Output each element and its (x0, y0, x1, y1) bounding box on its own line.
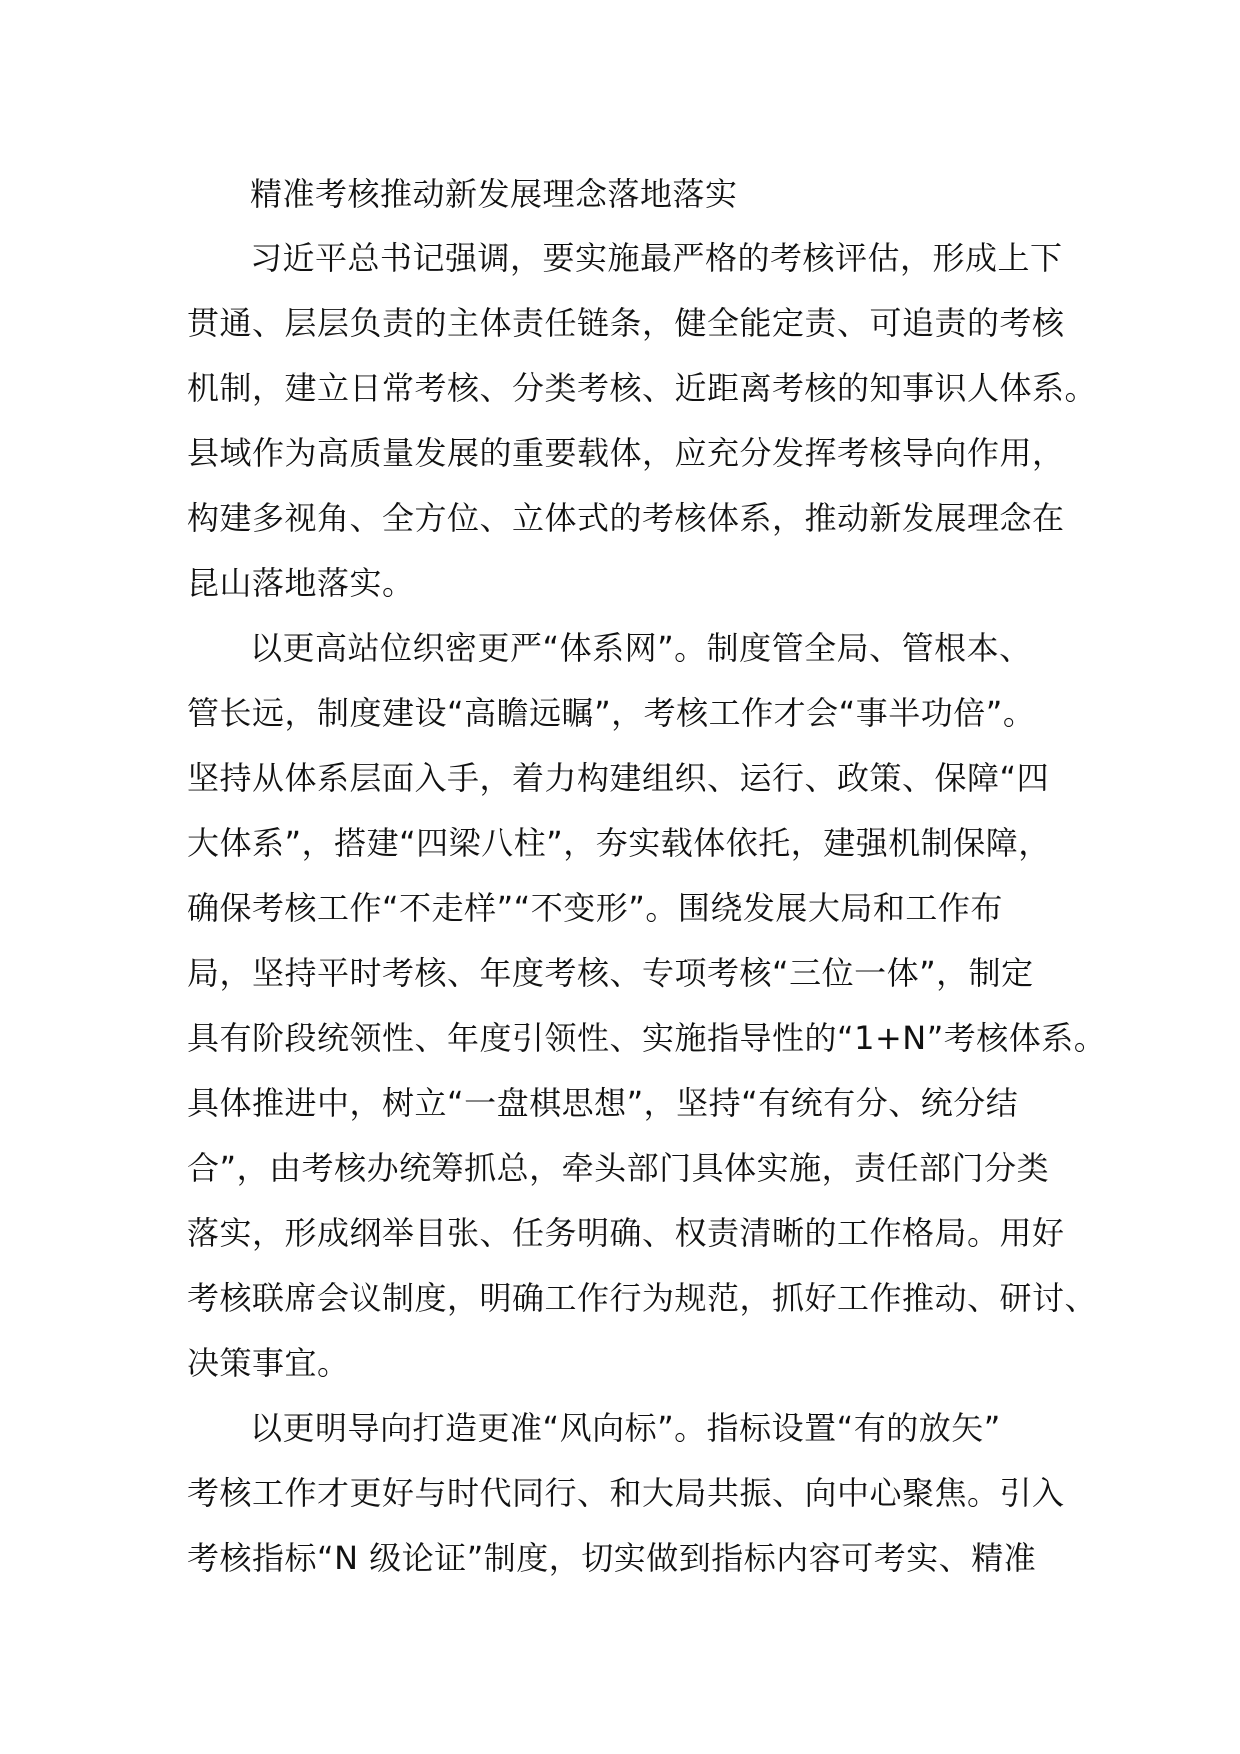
paragraph-2-line-12: 决策事宜。 (187, 1344, 350, 1382)
paragraph-3-line-1: 以更明导向打造更准“风向标”。指标设置“有的放矢” (250, 1409, 1001, 1447)
paragraph-2-line-2: 管长远，制度建设“高瞻远瞩”，考核工作才会“事半功倍”。 (187, 694, 1036, 732)
paragraph-2-line-11: 考核联席会议制度，明确工作行为规范，抓好工作推动、研讨、 (187, 1279, 1098, 1317)
paragraph-3-line-3: 考核指标“N 级论证”制度，切实做到指标内容可考实、精准 (187, 1539, 1037, 1577)
paragraph-2-line-1: 以更高站位织密更严“体系网”。制度管全局、管根本、 (250, 629, 1032, 667)
paragraph-1-line-1: 习近平总书记强调，要实施最严格的考核评估，形成上下 (250, 239, 1063, 277)
paragraph-1-line-6: 昆山落地落实。 (187, 564, 415, 602)
paragraph-1-line-3: 机制，建立日常考核、分类考核、近距离考核的知事识人体系。 (187, 369, 1098, 407)
paragraph-3-line-2: 考核工作才更好与时代同行、和大局共振、向中心聚焦。引入 (187, 1474, 1065, 1512)
paragraph-2-line-8: 具体推进中，树立“一盘棋思想”，坚持“有统有分、统分结 (187, 1084, 1019, 1122)
paragraph-1-line-5: 构建多视角、全方位、立体式的考核体系，推动新发展理念在 (187, 499, 1065, 537)
paragraph-2-line-4: 大体系”，搭建“四梁八柱”，夯实载体依托，建强机制保障， (187, 824, 1051, 862)
paragraph-2-line-7: 具有阶段统领性、年度引领性、实施指导性的“1+N”考核体系。 (187, 1019, 1107, 1057)
paragraph-2-line-9: 合”，由考核办统筹抓总，牵头部门具体实施，责任部门分类 (187, 1149, 1050, 1187)
paragraph-2-line-10: 落实，形成纲举目张、任务明确、权责清晰的工作格局。用好 (187, 1214, 1065, 1252)
paragraph-1-line-4: 县域作为高质量发展的重要载体，应充分发挥考核导向作用， (187, 434, 1065, 472)
paragraph-1-line-2: 贯通、层层负责的主体责任链条，健全能定责、可追责的考核 (187, 304, 1065, 342)
paragraph-2-line-6: 局，坚持平时考核、年度考核、专项考核“三位一体”，制定 (187, 954, 1034, 992)
document-title: 精准考核推动新发展理念落地落实 (250, 175, 738, 213)
paragraph-2-line-3: 坚持从体系层面入手，着力构建组织、运行、政策、保障“四 (187, 759, 1050, 797)
paragraph-2-line-5: 确保考核工作“不走样”“不变形”。围绕发展大局和工作布 (187, 889, 1003, 927)
